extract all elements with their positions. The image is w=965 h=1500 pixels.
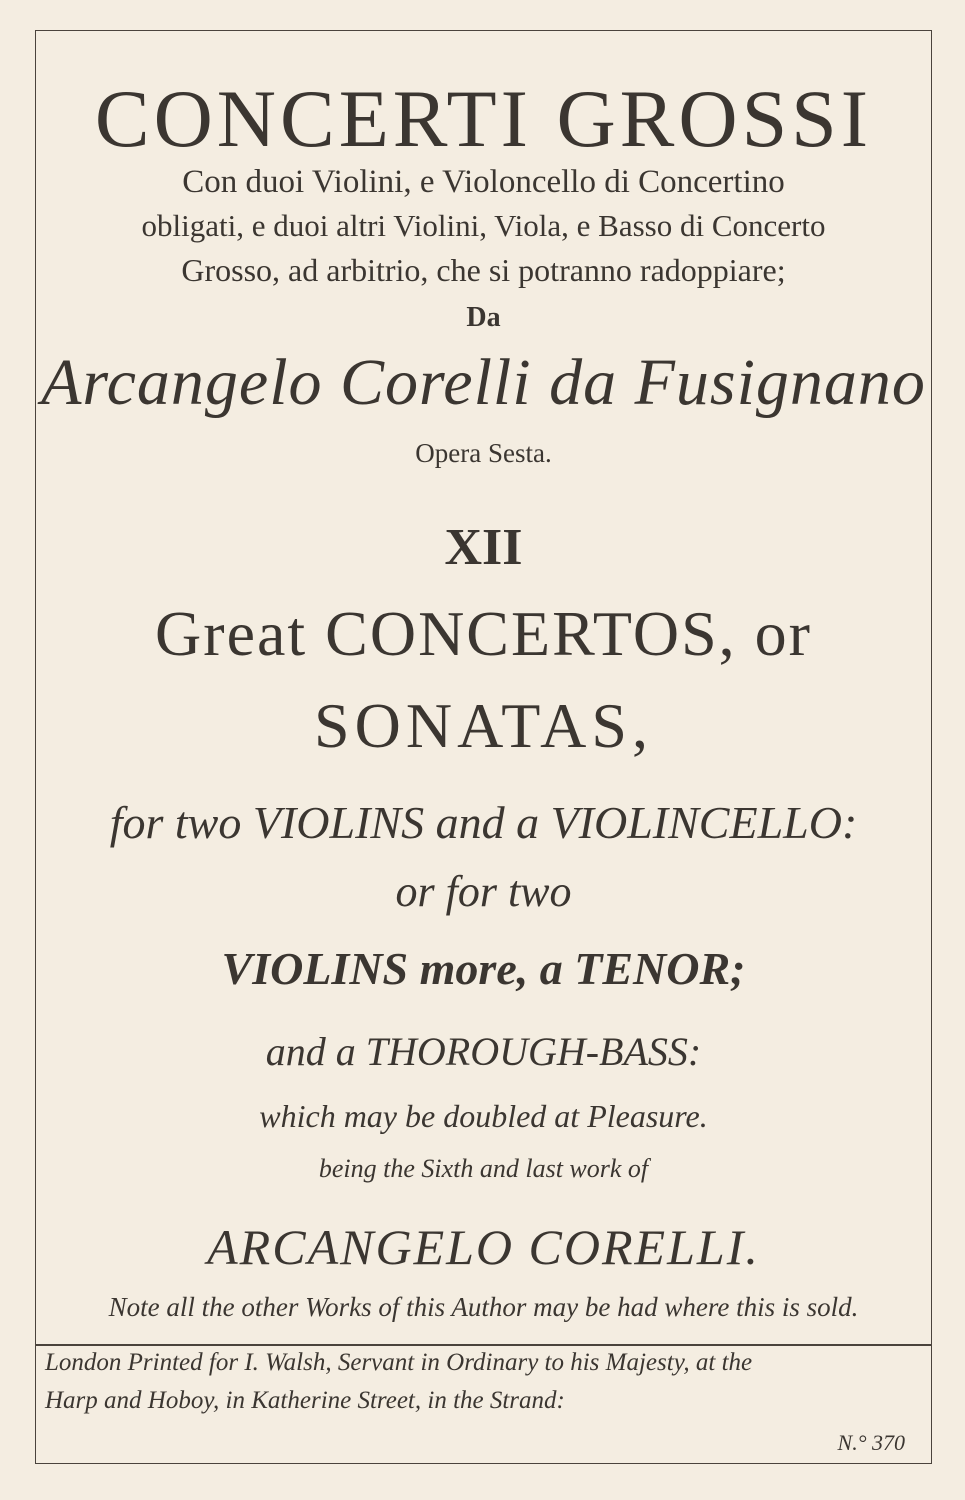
availability-note: Note all the other Works of this Author may be had where this is sold. bbox=[108, 1292, 859, 1322]
italian-subtitle-line: Grosso, ad arbitrio, che si potranno radoppiare; bbox=[181, 252, 786, 288]
instrumentation-line: or for two bbox=[395, 867, 572, 916]
composer-name: ARCANGELO CORELLI. bbox=[207, 1219, 760, 1275]
instrumentation-line: which may be doubled at Pleasure. bbox=[259, 1098, 708, 1134]
number-label: XII bbox=[444, 519, 523, 576]
plate-number: N.° 370 bbox=[837, 1430, 905, 1455]
instrumentation-line: being the Sixth and last work of bbox=[318, 1154, 649, 1183]
composer-script: Arcangelo Corelli da Fusignano bbox=[41, 346, 926, 419]
italian-subtitle-line: obligati, e duoi altri Violini, Viola, e Basso di Concerto bbox=[141, 208, 826, 243]
italian-title: CONCERTI GROSSI bbox=[94, 73, 873, 164]
instrumentation-line: for two VIOLINS and a VIOLINCELLO: bbox=[109, 797, 858, 848]
italian-subtitle-line: Con duoi Violini, e Violoncello di Concertino bbox=[182, 164, 785, 200]
imprint-divider bbox=[35, 1344, 932, 1346]
english-title-line: SONATAS, bbox=[314, 690, 653, 761]
da-label: Da bbox=[466, 302, 501, 333]
instrumentation-line: VIOLINS more, a TENOR; bbox=[221, 943, 746, 994]
instrumentation-line: and a THOROUGH-BASS: bbox=[265, 1029, 702, 1074]
english-title-line: Great CONCERTOS, or bbox=[155, 598, 812, 669]
imprint-line: Harp and Hoboy, in Katherine Street, in the Strand: bbox=[45, 1387, 565, 1414]
opus-label: Opera Sesta. bbox=[415, 438, 552, 468]
imprint-line: London Printed for I. Walsh, Servant in Ordinary to his Majesty, at the bbox=[45, 1349, 753, 1376]
